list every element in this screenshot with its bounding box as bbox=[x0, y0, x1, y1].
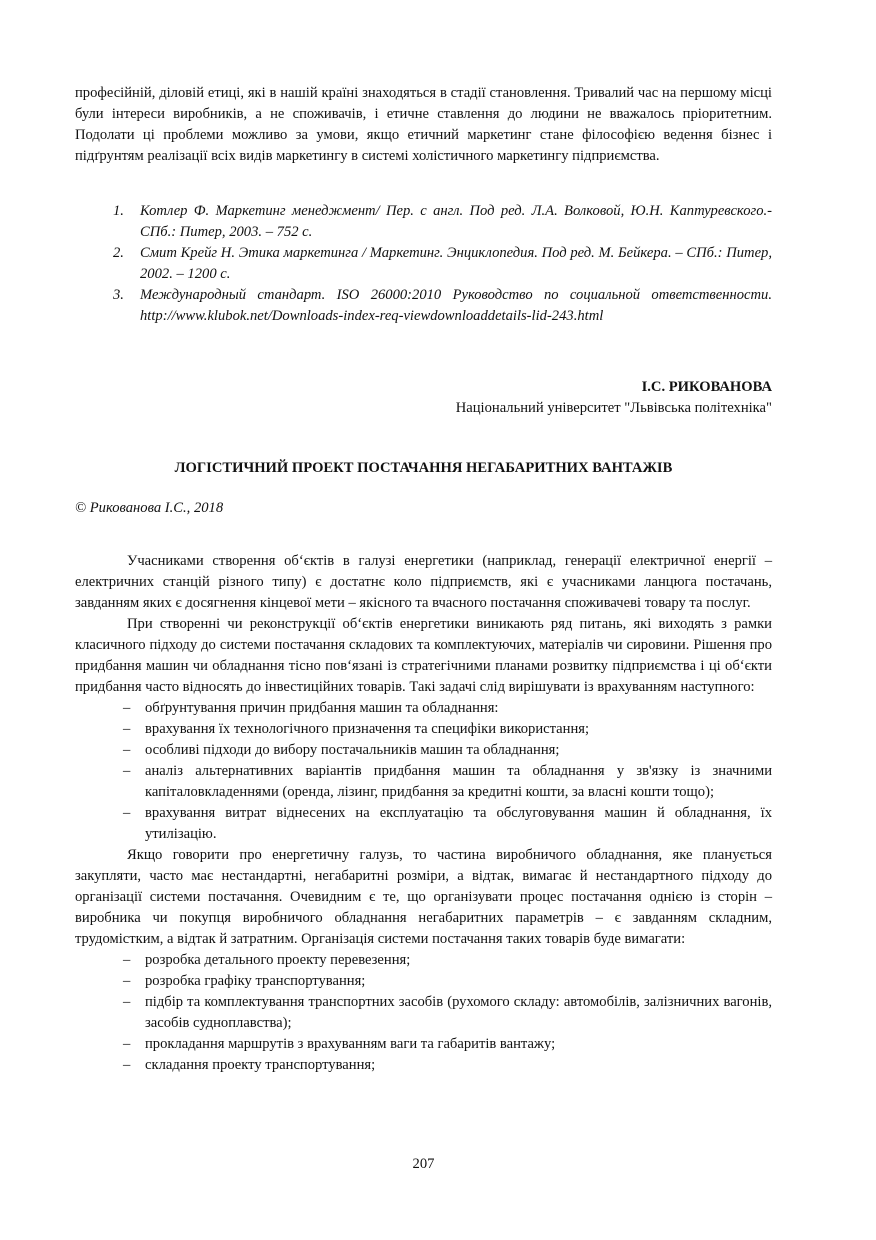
list-item bbox=[123, 971, 772, 992]
list-item bbox=[123, 1034, 772, 1055]
list-item bbox=[123, 740, 772, 761]
reference-text: Смит Крейг Н. Этика маркетинга / Маркетинг. Энциклопедия. Под ред. М. Бейкера. – СПб.: Питер, 2002. – 1200 с. bbox=[140, 245, 772, 282]
list-item-text: врахування витрат віднесених на експлуатацію та обслуговування машин й обладнання, їх утилізацію. bbox=[145, 805, 772, 842]
body-paragraph: При створенні чи реконструкції об‘єктів енергетики виникають ряд питань, які виходять з рамки класичного підходу до системи постачання складових та комплектуючих, матеріалів чи сировини. Рішення про придбання машин чи обладнання тісно пов‘язані із стратегічними планами розвитку підприємства і ці об‘єкти придбання часто відносять до інвестиційних товарів. Такі задачі слід вирішувати із врахуванням наступного: bbox=[75, 616, 772, 695]
list-item-text: прокладання маршрутів з врахуванням ваги та габаритів вантажу; bbox=[145, 1036, 556, 1052]
list-item-text: розробка графіку транспортування; bbox=[145, 973, 366, 989]
list-item-text: підбір та комплектування транспортних засобів (рухомого складу: автомобілів, залізничних вагонів, засобів судноплавства); bbox=[145, 994, 772, 1031]
bullet-list bbox=[75, 950, 772, 1076]
bullet-dash: – bbox=[123, 1036, 131, 1052]
reference-number: 2. bbox=[113, 245, 124, 261]
list-item bbox=[123, 1055, 772, 1076]
reference-number: 1. bbox=[113, 203, 124, 219]
list-item-text: особливі підходи до вибору постачальників машин та обладнання; bbox=[145, 742, 560, 758]
list-item-text: розробка детального проекту перевезення; bbox=[145, 952, 411, 968]
bullet-dash: – bbox=[123, 973, 131, 989]
bullet-dash: – bbox=[123, 763, 131, 779]
reference-text: Котлер Ф. Маркетинг менеджмент/ Пер. с англ. Под ред. Л.А. Волковой, Ю.Н. Каптуревского.- СПб.: Питер, 2003. – 752 с. bbox=[140, 203, 772, 240]
list-item bbox=[123, 698, 772, 719]
list-item-text: обґрунтування причин придбання машин та обладнання: bbox=[145, 700, 499, 716]
list-item-text: складання проекту транспортування; bbox=[145, 1057, 376, 1073]
body-paragraph: Учасниками створення об‘єктів в галузі енергетики (наприклад, генерації електричної енергії – електричних станцій різного типу) є достатнє коло підприємств, які є учасниками ланцюга постачань, завданням яких є досягнення кінцевої мети – якісного та вчасного постачання споживачеві товару та послуг. bbox=[75, 553, 772, 611]
page-number: 207 bbox=[412, 1156, 435, 1172]
reference-list bbox=[113, 201, 772, 327]
article-body bbox=[75, 551, 772, 1076]
reference-item bbox=[113, 201, 772, 243]
list-item bbox=[123, 950, 772, 971]
bullet-dash: – bbox=[123, 721, 131, 737]
author-name: І.С. РИКОВАНОВА bbox=[641, 379, 772, 395]
body-paragraph: Якщо говорити про енергетичну галузь, то частина виробничого обладнання, яке планується закупляти, часто має нестандартні, негабаритні розміри, а відтак, вимагає й нестандартного підходу до організації системи постачання. Очевидним є те, що організувати процес постачання однією із сторін – виробника чи покупця виробничого обладнання негабаритних параметрів – є завданням складним, трудомістким, а відтак й затратним. Організація системи постачання таких товарів буде вимагати: bbox=[75, 847, 772, 947]
bullet-dash: – bbox=[123, 805, 131, 821]
reference-item bbox=[113, 243, 772, 285]
bullet-dash: – bbox=[123, 1057, 131, 1073]
bullet-dash: – bbox=[123, 994, 131, 1010]
list-item bbox=[123, 803, 772, 845]
list-item-text: врахування їх технологічного призначення та специфіки використання; bbox=[145, 721, 590, 737]
list-item bbox=[123, 761, 772, 803]
author-affiliation: Національний університет "Львівська політехніка" bbox=[455, 400, 772, 416]
intro-paragraph: професійній, діловій етиці, які в нашій країні знаходяться в стадії становлення. Тривалий час на першому місці були інтереси виробників, а не споживачів, і етичне ставлення до людини не вважалось пріоритетним. Подолати ці проблеми можливо за умови, якщо етичний маркетинг стане філософією ведення бізнес і підґрунтям реалізації всіх видів маркетингу в системі холістичного маркетингу підприємства. bbox=[75, 85, 772, 164]
list-item bbox=[123, 719, 772, 740]
reference-item bbox=[113, 285, 772, 327]
bullet-dash: – bbox=[123, 700, 131, 716]
list-item bbox=[123, 992, 772, 1034]
reference-number: 3. bbox=[113, 287, 124, 303]
copyright-line: © Рикованова І.С., 2018 bbox=[75, 500, 224, 516]
author-block bbox=[75, 377, 772, 419]
bullet-dash: – bbox=[123, 742, 131, 758]
reference-text: Международный стандарт. ISO 26000:2010 Руководство по социальной ответственности. http://www.klubok.net/Downloads-index-req-viewdownloaddetails-lid-243.html bbox=[140, 287, 772, 324]
bullet-dash: – bbox=[123, 952, 131, 968]
list-item-text: аналіз альтернативних варіантів придбання машин та обладнання у зв'язку із значними капіталовкладеннями (оренда, лізинг, придбання за кредитні кошти, за власні кошти тощо); bbox=[145, 763, 772, 800]
article-title: ЛОГІСТИЧНИЙ ПРОЕКТ ПОСТАЧАННЯ НЕГАБАРИТНИХ ВАНТАЖІВ bbox=[174, 460, 673, 476]
bullet-list bbox=[75, 698, 772, 845]
